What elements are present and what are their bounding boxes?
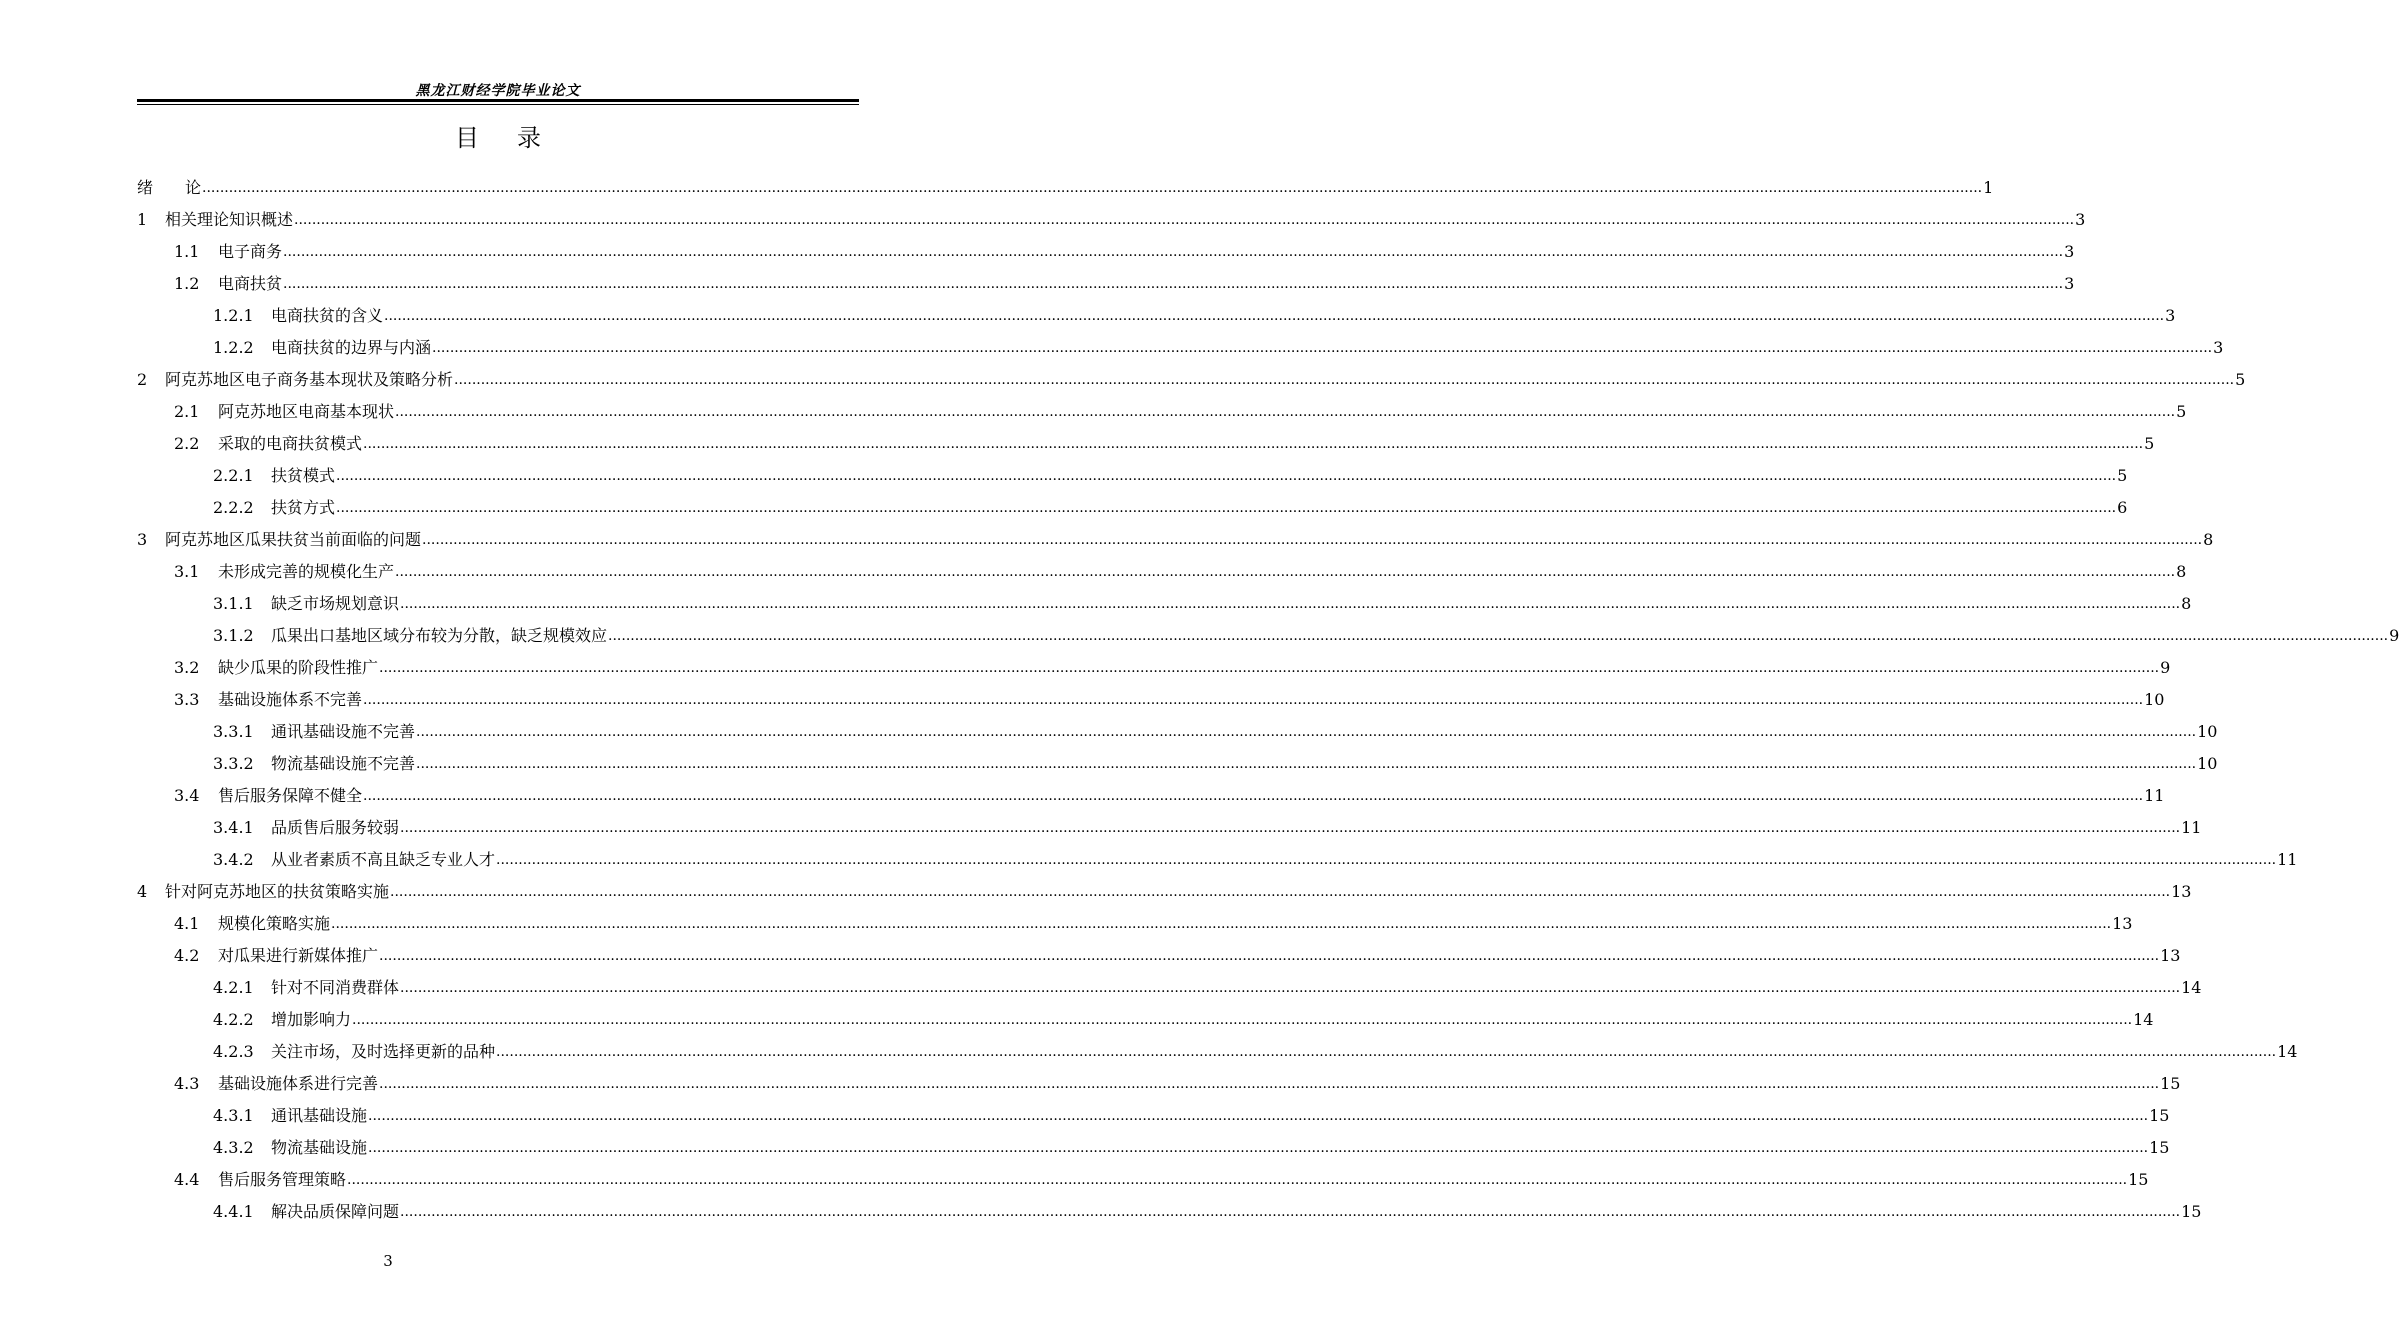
toc-entry-page: 11 [2277,850,2298,869]
toc-entry[interactable] [137,1036,2298,1068]
toc-entry-page: 3 [2064,242,2075,261]
toc-entry-page: 8 [2203,530,2214,549]
toc-dot-leader: ................................................................................................................................................................................................................................................................................................................................................................................................................ [416,724,2197,740]
running-header: 黑龙江财经学院毕业论文 [415,83,581,99]
toc-entry-number: 3.1 [174,562,200,581]
toc-entry[interactable] [137,844,2298,876]
toc-entry-page: 15 [2149,1106,2170,1125]
toc-entry-number: 3.3 [174,690,200,709]
toc-entry-label: 电商扶贫的边界与内涵 [271,338,432,357]
toc-entry[interactable] [137,620,2399,652]
toc-entry[interactable] [137,268,2075,300]
toc-dot-leader: ................................................................................................................................................................................................................................................................................................................................................................................................................ [496,852,2277,868]
toc-entry-page: 3 [2165,306,2176,325]
toc-dot-leader: ................................................................................................................................................................................................................................................................................................................................................................................................................ [400,980,2181,996]
toc-entry[interactable] [137,1164,2149,1196]
toc-entry-number: 4 [137,882,148,901]
toc-entry-page: 13 [2160,946,2181,965]
toc-entry[interactable] [137,1100,2170,1132]
toc-entry[interactable] [137,396,2187,428]
toc-entry-label: 阿克苏地区瓜果扶贫当前面临的问题 [165,530,422,549]
toc-entry-number: 4.2 [174,946,200,965]
toc-entry-number: 2.2.2 [213,498,254,517]
toc-entry-label: 基础设施体系不完善 [218,690,363,709]
toc-dot-leader: ................................................................................................................................................................................................................................................................................................................................................................................................................ [395,564,2176,580]
toc-dot-leader: ................................................................................................................................................................................................................................................................................................................................................................................................................ [363,692,2144,708]
toc-entry-label: 关注市场，及时选择更新的品种 [271,1042,496,1061]
toc-entry-number: 1.2 [174,274,200,293]
toc-entry[interactable] [137,908,2133,940]
toc-dot-leader: ................................................................................................................................................................................................................................................................................................................................................................................................................ [336,500,2117,516]
toc-entry-label: 售后服务管理策略 [218,1170,347,1189]
toc-entry[interactable] [137,1132,2170,1164]
toc-entry-number: 4.2.3 [213,1042,254,1061]
toc-entry-page: 15 [2149,1138,2170,1157]
toc-entry[interactable] [137,972,2202,1004]
toc-entry-page: 13 [2171,882,2192,901]
toc-entry[interactable] [137,748,2218,780]
toc-entry-page: 15 [2128,1170,2149,1189]
toc-dot-leader: ................................................................................................................................................................................................................................................................................................................................................................................................................ [608,628,2389,644]
toc-entry-page: 6 [2117,498,2128,517]
toc-dot-leader: ................................................................................................................................................................................................................................................................................................................................................................................................................ [454,372,2235,388]
toc-entry-number: 2 [137,370,148,389]
toc-entry-label: 阿克苏地区电商基本现状 [218,402,395,421]
toc-entry-number: 3.3.2 [213,754,254,773]
toc-entry-page: 15 [2181,1202,2202,1221]
toc-entry-label: 扶贫模式 [271,466,336,485]
toc-dot-leader: ................................................................................................................................................................................................................................................................................................................................................................................................................ [395,404,2176,420]
toc-entry-page: 5 [2235,370,2246,389]
toc-entry[interactable] [137,364,2246,396]
toc-entry-page: 5 [2176,402,2187,421]
toc-entry-number: 1 [137,210,148,229]
toc-entry-number: 2.1 [174,402,200,421]
toc-entry-label: 从业者素质不高且缺乏专业人才 [271,850,496,869]
toc-entry[interactable] [137,1196,2202,1228]
toc-dot-leader: ................................................................................................................................................................................................................................................................................................................................................................................................................ [432,340,2213,356]
toc-entry-label: 针对阿克苏地区的扶贫策略实施 [165,882,390,901]
toc-entry[interactable] [137,684,2165,716]
toc-dot-leader: ................................................................................................................................................................................................................................................................................................................................................................................................................ [368,1108,2149,1124]
toc-entry-label: 电子商务 [218,242,283,261]
toc-entry[interactable] [137,236,2075,268]
toc-entry-number: 1.2.2 [213,338,254,357]
toc-dot-leader: ................................................................................................................................................................................................................................................................................................................................................................................................................ [400,1204,2181,1220]
toc-dot-leader: ................................................................................................................................................................................................................................................................................................................................................................................................................ [400,820,2181,836]
header-rule-thick [137,99,859,102]
toc-entry-number: 3.4.2 [213,850,254,869]
toc-entry-label: 物流基础设施 [271,1138,368,1157]
toc-entry-page: 9 [2389,626,2399,645]
toc-dot-leader: ................................................................................................................................................................................................................................................................................................................................................................................................................ [400,596,2181,612]
toc-entry-label: 电商扶贫 [218,274,283,293]
toc-dot-leader: ................................................................................................................................................................................................................................................................................................................................................................................................................ [331,916,2112,932]
toc-entry-number: 3.1.2 [213,626,254,645]
toc-entry-page: 14 [2133,1010,2154,1029]
table-of-contents [137,172,2399,1228]
toc-entry[interactable] [137,652,2171,684]
toc-entry-page: 1 [1983,178,1994,197]
toc-entry[interactable] [137,428,2155,460]
page-number: 3 [383,1252,393,1270]
toc-entry-number: 3.4 [174,786,200,805]
toc-entry-number: 4.3.1 [213,1106,254,1125]
toc-entry[interactable] [137,300,2176,332]
toc-entry-page: 10 [2197,754,2218,773]
toc-entry-label: 基础设施体系进行完善 [218,1074,379,1093]
toc-entry-label: 阿克苏地区电子商务基本现状及策略分析 [165,370,454,389]
toc-entry[interactable] [137,332,2224,364]
toc-entry[interactable] [137,204,2086,236]
toc-dot-leader: ................................................................................................................................................................................................................................................................................................................................................................................................................ [384,308,2165,324]
toc-entry[interactable] [137,812,2202,844]
toc-dot-leader: ................................................................................................................................................................................................................................................................................................................................................................................................................ [202,180,1983,196]
header-rule-thin [137,104,859,105]
toc-entry-number: 4.4.1 [213,1202,254,1221]
toc-entry-label: 增加影响力 [271,1010,352,1029]
toc-entry-number: 4.3.2 [213,1138,254,1157]
toc-entry[interactable] [137,172,1994,204]
toc-entry-number: 1.2.1 [213,306,254,325]
toc-dot-leader: ................................................................................................................................................................................................................................................................................................................................................................................................................ [416,756,2197,772]
toc-entry-number: 4.3 [174,1074,200,1093]
toc-dot-leader: ................................................................................................................................................................................................................................................................................................................................................................................................................ [363,436,2144,452]
toc-dot-leader: ................................................................................................................................................................................................................................................................................................................................................................................................................ [352,1012,2133,1028]
toc-entry-label: 缺少瓜果的阶段性推广 [218,658,379,677]
toc-entry-label: 采取的电商扶贫模式 [218,434,363,453]
toc-entry-label: 针对不同消费群体 [271,978,400,997]
toc-entry-number: 3.2 [174,658,200,677]
toc-entry-page: 10 [2197,722,2218,741]
toc-entry-label: 售后服务保障不健全 [218,786,363,805]
toc-dot-leader: ................................................................................................................................................................................................................................................................................................................................................................................................................ [294,212,2075,228]
toc-entry-number: 2.2.1 [213,466,254,485]
toc-entry-label: 绪 论 [137,178,202,197]
toc-entry[interactable] [137,556,2187,588]
toc-dot-leader: ................................................................................................................................................................................................................................................................................................................................................................................................................ [379,1076,2160,1092]
toc-entry-page: 15 [2160,1074,2181,1093]
toc-entry-page: 8 [2176,562,2187,581]
toc-entry-page: 14 [2277,1042,2298,1061]
toc-entry-page: 5 [2117,466,2128,485]
toc-entry-number: 3.3.1 [213,722,254,741]
toc-dot-leader: ................................................................................................................................................................................................................................................................................................................................................................................................................ [422,532,2203,548]
toc-entry[interactable] [137,716,2218,748]
toc-entry-label: 通讯基础设施不完善 [271,722,416,741]
toc-entry[interactable] [137,940,2181,972]
toc-entry[interactable] [137,588,2192,620]
toc-entry-label: 瓜果出口基地区域分布较为分散，缺乏规模效应 [271,626,608,645]
toc-dot-leader: ................................................................................................................................................................................................................................................................................................................................................................................................................ [379,948,2160,964]
toc-entry-number: 3.4.1 [213,818,254,837]
toc-entry-page: 8 [2181,594,2192,613]
toc-entry-number: 1.1 [174,242,200,261]
toc-entry-label: 对瓜果进行新媒体推广 [218,946,379,965]
toc-entry[interactable] [137,1004,2154,1036]
toc-entry-number: 2.2 [174,434,200,453]
toc-entry-label: 品质售后服务较弱 [271,818,400,837]
toc-entry[interactable] [137,780,2165,812]
toc-entry-label: 相关理论知识概述 [165,210,294,229]
toc-entry-number: 3.1.1 [213,594,254,613]
toc-entry-number: 4.2.1 [213,978,254,997]
toc-entry[interactable] [137,876,2192,908]
toc-entry-page: 5 [2144,434,2155,453]
toc-entry-page: 10 [2144,690,2165,709]
toc-entry-page: 3 [2075,210,2086,229]
toc-entry-label: 扶贫方式 [271,498,336,517]
toc-dot-leader: ................................................................................................................................................................................................................................................................................................................................................................................................................ [379,660,2160,676]
toc-dot-leader: ................................................................................................................................................................................................................................................................................................................................................................................................................ [283,244,2064,260]
toc-dot-leader: ................................................................................................................................................................................................................................................................................................................................................................................................................ [336,468,2117,484]
toc-dot-leader: ................................................................................................................................................................................................................................................................................................................................................................................................................ [496,1044,2277,1060]
toc-entry-label: 物流基础设施不完善 [271,754,416,773]
toc-entry-page: 3 [2064,274,2075,293]
toc-entry-label: 解决品质保障问题 [271,1202,400,1221]
page-title: 目录 [455,124,579,152]
toc-entry-page: 3 [2213,338,2224,357]
toc-entry[interactable] [137,492,2128,524]
toc-entry[interactable] [137,1068,2181,1100]
toc-entry-label: 规模化策略实施 [218,914,331,933]
toc-entry-page: 9 [2160,658,2171,677]
toc-entry-number: 3 [137,530,148,549]
toc-entry-page: 11 [2181,818,2202,837]
toc-entry-number: 4.2.2 [213,1010,254,1029]
toc-entry-page: 13 [2112,914,2133,933]
toc-entry-page: 11 [2144,786,2165,805]
toc-entry-number: 4.1 [174,914,200,933]
toc-entry-label: 缺乏市场规划意识 [271,594,400,613]
toc-entry-label: 电商扶贫的含义 [271,306,384,325]
toc-dot-leader: ................................................................................................................................................................................................................................................................................................................................................................................................................ [390,884,2171,900]
toc-entry-number: 4.4 [174,1170,200,1189]
toc-entry-label: 通讯基础设施 [271,1106,368,1125]
toc-entry[interactable] [137,460,2128,492]
toc-entry[interactable] [137,524,2214,556]
toc-dot-leader: ................................................................................................................................................................................................................................................................................................................................................................................................................ [368,1140,2149,1156]
toc-entry-label: 未形成完善的规模化生产 [218,562,395,581]
toc-dot-leader: ................................................................................................................................................................................................................................................................................................................................................................................................................ [347,1172,2128,1188]
toc-dot-leader: ................................................................................................................................................................................................................................................................................................................................................................................................................ [283,276,2064,292]
toc-dot-leader: ................................................................................................................................................................................................................................................................................................................................................................................................................ [363,788,2144,804]
toc-entry-page: 14 [2181,978,2202,997]
